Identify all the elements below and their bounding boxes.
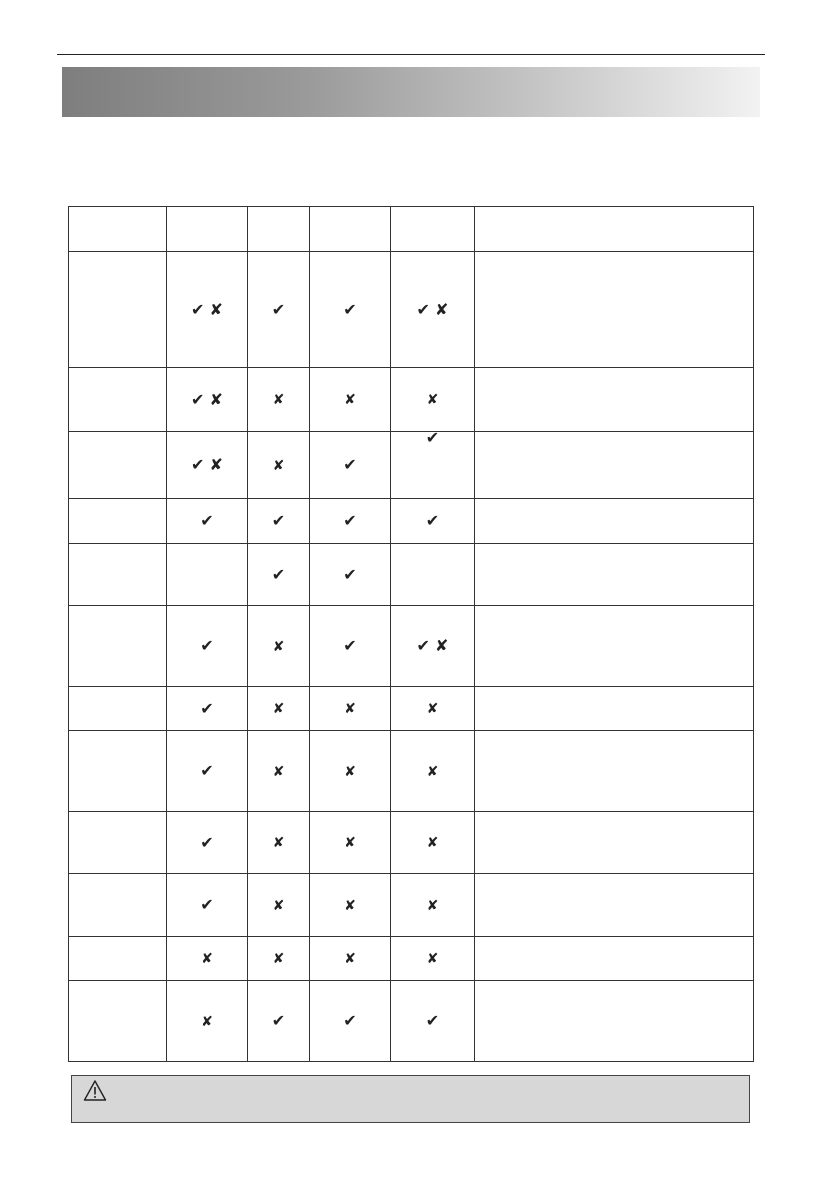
table-cell [248, 731, 310, 812]
table-cell [391, 428, 475, 499]
cell-value: ✔ ✘ [416, 299, 449, 319]
cell-value: ✘ [426, 392, 439, 408]
table-header-cell [310, 207, 391, 252]
table-row [69, 606, 754, 687]
cell-value: ✔ [425, 1011, 440, 1030]
table-cell [310, 937, 391, 981]
cell-value: ✘ [272, 457, 285, 474]
cell-value: ✔ [343, 564, 357, 584]
table-cell [391, 606, 475, 687]
table-cell [69, 606, 167, 687]
cell-value: ✔ [271, 299, 286, 319]
table-cell [248, 937, 310, 981]
table-cell [475, 981, 754, 1062]
warning-triangle-icon [83, 1079, 107, 1103]
table-header-cell [391, 207, 475, 252]
table-cell [69, 252, 167, 368]
table-cell [248, 687, 310, 731]
table-cell [167, 252, 248, 368]
cell-value: ✔ [343, 511, 357, 530]
cell-value: ✔ [200, 511, 214, 530]
table-cell [167, 874, 248, 937]
table-cell [310, 432, 391, 499]
table-cell [248, 544, 310, 606]
table-cell [391, 812, 475, 874]
table-cell [310, 252, 391, 368]
table-row [69, 499, 754, 544]
table-cell [69, 499, 167, 544]
table-cell [475, 252, 754, 368]
table-cell [310, 731, 391, 812]
table-cell [391, 981, 475, 1062]
cell-value: ✘ [272, 897, 285, 914]
cell-value: ✔ [343, 636, 357, 655]
cell-value: ✘ [272, 638, 285, 655]
table-cell [391, 687, 475, 731]
table-cell [475, 544, 754, 606]
table-row [69, 432, 754, 499]
table-cell [310, 687, 391, 731]
table-cell [310, 606, 391, 687]
table-cell [167, 544, 248, 606]
cell-value: ✔ [271, 511, 286, 530]
cell-value: ✘ [426, 835, 439, 851]
table-cell [248, 368, 310, 432]
table-cell [167, 981, 248, 1062]
table-cell [248, 499, 310, 544]
feature-compatibility-table [68, 206, 754, 1062]
cell-value: ✔ [200, 832, 214, 852]
cell-value: ✘ [272, 835, 285, 851]
cell-value: ✘ [201, 1013, 213, 1030]
cell-value: ✘ [272, 392, 285, 408]
table-cell [167, 731, 248, 812]
table-cell [475, 687, 754, 731]
cell-value: ✔ [425, 428, 440, 447]
table-cell [310, 499, 391, 544]
table-cell [475, 499, 754, 544]
cell-value: ✔ [200, 698, 214, 718]
table-cell [475, 368, 754, 432]
cell-value: ✔ ✘ [191, 299, 223, 319]
table-cell [167, 937, 248, 981]
table-header-cell [475, 207, 754, 252]
table-header-cell [167, 207, 248, 252]
table-cell [69, 687, 167, 731]
table-cell [391, 731, 475, 812]
table-cell [475, 606, 754, 687]
cell-value: ✘ [426, 951, 439, 967]
table-cell [310, 812, 391, 874]
table-cell [69, 368, 167, 432]
table-cell [391, 874, 475, 937]
table-cell [248, 874, 310, 937]
table-cell [310, 368, 391, 432]
table-row [69, 731, 754, 812]
table-row [69, 368, 754, 432]
table-cell [310, 544, 391, 606]
table-cell [391, 937, 475, 981]
table-cell [248, 252, 310, 368]
cell-value: ✘ [201, 951, 213, 967]
cell-value: ✔ [200, 636, 214, 655]
table-row [69, 874, 754, 937]
table-cell [391, 252, 475, 368]
cell-value: ✘ [344, 701, 356, 717]
table-row [69, 937, 754, 981]
table-cell [248, 606, 310, 687]
table-cell [69, 981, 167, 1062]
cell-value: ✘ [426, 701, 439, 717]
cell-value: ✔ [271, 564, 286, 584]
cell-value: ✘ [426, 897, 439, 914]
table-row [69, 812, 754, 874]
cell-value: ✘ [426, 763, 439, 780]
table-cell [167, 368, 248, 432]
cell-value: ✘ [272, 763, 285, 780]
cell-value: ✔ ✘ [191, 455, 223, 474]
table-cell [391, 544, 475, 606]
cell-value: ✔ [271, 1011, 286, 1030]
table-cell [475, 812, 754, 874]
caution-note [71, 1075, 750, 1123]
cell-value: ✘ [272, 951, 285, 967]
table-cell [69, 544, 167, 606]
table-cell [69, 812, 167, 874]
table-cell [248, 981, 310, 1062]
table-cell [475, 432, 754, 499]
table-cell [69, 874, 167, 937]
cell-value: ✔ [343, 1011, 357, 1030]
table-cell [475, 731, 754, 812]
table-cell [248, 432, 310, 499]
table-cell [167, 812, 248, 874]
cell-value: ✔ [343, 455, 357, 474]
table-cell [391, 499, 475, 544]
table-row [69, 981, 754, 1062]
table-cell [475, 937, 754, 981]
table-cell [69, 937, 167, 981]
table-cell [69, 432, 167, 499]
cell-value: ✘ [344, 392, 356, 408]
table-cell [475, 874, 754, 937]
table-cell [167, 606, 248, 687]
cell-value: ✔ ✘ [191, 389, 223, 409]
table-header-cell [248, 207, 310, 252]
cell-value: ✔ ✘ [416, 636, 449, 655]
cell-value: ✘ [344, 897, 356, 914]
table-cell [310, 981, 391, 1062]
table-header-row [69, 207, 754, 252]
cell-value: ✘ [344, 835, 356, 851]
cell-value: ✔ [425, 511, 440, 530]
table-cell [167, 432, 248, 499]
table-cell [69, 731, 167, 812]
cell-value: ✔ [343, 299, 357, 319]
cell-value: ✘ [344, 763, 356, 780]
table-cell [391, 368, 475, 432]
table-cell [248, 812, 310, 874]
table-row [69, 252, 754, 368]
table-cell [167, 687, 248, 731]
table-row [69, 544, 754, 606]
table-cell [167, 499, 248, 544]
table-header-cell [69, 207, 167, 252]
cell-value: ✔ [200, 895, 214, 914]
cell-value: ✔ [200, 761, 214, 780]
table-cell [310, 874, 391, 937]
top-rule [57, 54, 765, 55]
section-header-band [62, 67, 760, 117]
cell-value: ✘ [272, 701, 285, 717]
cell-value: ✘ [344, 951, 356, 967]
table-row [69, 687, 754, 731]
